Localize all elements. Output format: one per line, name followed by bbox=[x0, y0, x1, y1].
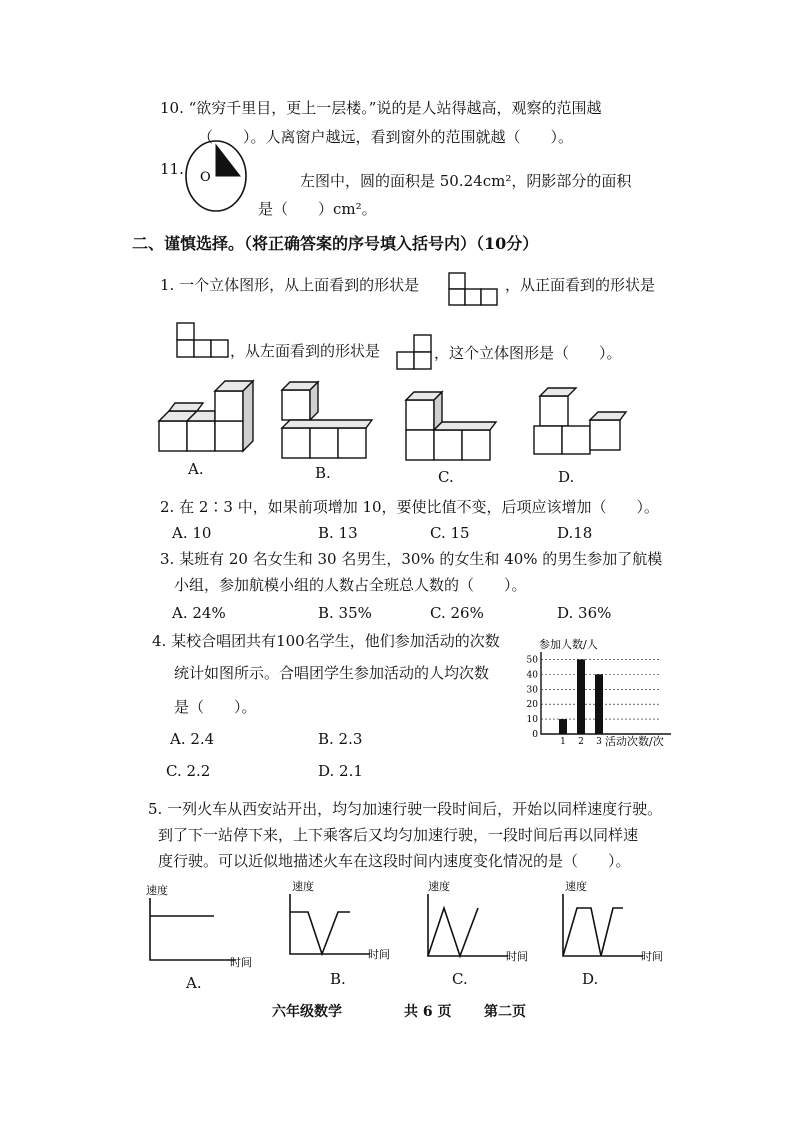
graph-c-xlabel: 时间 bbox=[506, 950, 528, 963]
q1-option-d-label: D. bbox=[558, 468, 575, 486]
q10-line2: （ ）。人离窗户越远，看到窗外的范围就越（ ）。 bbox=[198, 128, 574, 146]
footer-page-number: 第二页 bbox=[484, 1004, 526, 1020]
graph-a-ylabel: 速度 bbox=[146, 884, 168, 897]
footer-subject: 六年级数学 bbox=[272, 1004, 342, 1020]
q3-line2: 小组，参加航模小组的人数占全班总人数的（ ）。 bbox=[174, 576, 527, 594]
q3-option-b: B. 35% bbox=[318, 604, 372, 622]
q11-center-label: O bbox=[200, 170, 211, 185]
q1-option-c-label: C. bbox=[438, 468, 454, 486]
q5-option-b: B. bbox=[330, 970, 346, 988]
y-tick-label-30: 30 bbox=[526, 685, 538, 696]
q11-circle-figure bbox=[185, 140, 247, 212]
chart-bars bbox=[559, 659, 603, 734]
q5-option-c: C. bbox=[452, 970, 468, 988]
q1-top-view-icon bbox=[448, 272, 502, 308]
q4-option-c: C. 2.2 bbox=[166, 762, 211, 780]
q5-option-a: A. bbox=[186, 974, 202, 992]
q3-option-d: D. 36% bbox=[557, 604, 612, 622]
x-tick-label-2: 2 bbox=[578, 737, 584, 747]
q4-option-b: B. 2.3 bbox=[318, 730, 363, 748]
q2-option-b: B. 13 bbox=[318, 524, 358, 542]
chart-x-ticks bbox=[560, 737, 602, 747]
y-tick-label-40: 40 bbox=[526, 670, 538, 681]
q1-line1b: ，从正面看到的形状是 bbox=[505, 276, 656, 294]
q5-line3: 度行驶。可以近似地描述火车在这段时间内速度变化情况的是（ ）。 bbox=[158, 852, 631, 870]
bar-1 bbox=[559, 719, 567, 734]
q1-option-d-figure bbox=[530, 388, 630, 464]
graph-d-ylabel: 速度 bbox=[565, 880, 587, 893]
q3-option-c: C. 26% bbox=[430, 604, 484, 622]
q5-graph-a bbox=[140, 880, 260, 975]
graph-c-ylabel: 速度 bbox=[428, 880, 450, 893]
q4-bar-chart bbox=[525, 638, 685, 750]
chart-x-axis-label: 活动次数/次 bbox=[605, 735, 664, 748]
graph-b-ylabel: 速度 bbox=[292, 880, 314, 893]
q11-number: 11. bbox=[160, 160, 184, 178]
q4-option-a: A. 2.4 bbox=[170, 730, 215, 748]
q1-line2a: ，从左面看到的形状是 bbox=[230, 342, 381, 360]
bar-2 bbox=[577, 659, 585, 734]
q4-line3: 是（ ）。 bbox=[174, 698, 257, 716]
q5-line2: 到了下一站停下来，上下乘客后又均匀加速行驶，一段时间后再以同样速 bbox=[158, 826, 639, 844]
section2-title: 二、谨慎选择。（将正确答案的序号填入括号内）（10分） bbox=[132, 234, 539, 253]
q1-line2b: ，这个立体图形是（ ）。 bbox=[434, 344, 622, 362]
q3-line1: 3. 某班有 20 名女生和 30 名男生，30% 的女生和 40% 的男生参加了航模 bbox=[160, 550, 663, 568]
q4-line1: 4. 某校合唱团共有100名学生，他们参加活动的次数 bbox=[152, 632, 500, 650]
q10-line1: 10. “欲穷千里目，更上一层楼。”说的是人站得越高，观察的范围越 bbox=[160, 99, 602, 117]
q2-text: 2. 在 2∶3 中，如果前项增加 10，要使比值不变，后项应该增加（ ）。 bbox=[160, 498, 660, 516]
q5-line1: 5. 一列火车从西安站开出，均匀加速行驶一段时间后，开始以同样速度行驶。 bbox=[148, 800, 663, 818]
q5-option-d: D. bbox=[582, 970, 599, 988]
q1-option-c-figure bbox=[402, 388, 502, 464]
graph-b-xlabel: 时间 bbox=[368, 948, 390, 961]
q4-line2: 统计如图所示。合唱团学生参加活动的人均次数 bbox=[174, 664, 490, 682]
q2-option-d: D.18 bbox=[557, 524, 593, 542]
y-tick-label-0: 0 bbox=[532, 730, 538, 740]
q5-graph-b bbox=[280, 876, 400, 971]
q1-front-view-icon bbox=[176, 322, 230, 360]
chart-y-axis-label: 参加人数/人 bbox=[539, 638, 598, 651]
graph-a-xlabel: 时间 bbox=[230, 956, 252, 969]
q3-option-a: A. 24% bbox=[172, 604, 226, 622]
q11-line1: 左图中，圆的面积是 50.24cm²，阴影部分的面积 bbox=[300, 172, 632, 190]
footer-total-pages: 共 6 页 bbox=[404, 1004, 452, 1020]
bar-3 bbox=[595, 674, 603, 734]
x-tick-label-1: 1 bbox=[560, 737, 566, 747]
q11-line2: 是（ ）cm²。 bbox=[258, 200, 377, 218]
q1-option-a-label: A. bbox=[188, 460, 204, 478]
q1-option-a-figure bbox=[155, 385, 265, 465]
q4-option-d: D. 2.1 bbox=[318, 762, 363, 780]
y-tick-label-20: 20 bbox=[526, 700, 538, 711]
q1-left-view-icon bbox=[396, 334, 432, 372]
q2-option-c: C. 15 bbox=[430, 524, 470, 542]
q2-option-a: A. 10 bbox=[172, 524, 212, 542]
x-tick-label-3: 3 bbox=[596, 737, 602, 747]
q5-graph-c bbox=[420, 876, 540, 971]
y-tick-label-50: 50 bbox=[526, 655, 538, 666]
y-tick-label-10: 10 bbox=[526, 715, 538, 726]
q1-line1a: 1. 一个立体图形，从上面看到的形状是 bbox=[160, 276, 420, 294]
q1-option-b-figure bbox=[278, 380, 378, 462]
graph-d-xlabel: 时间 bbox=[641, 950, 663, 963]
chart-y-ticks bbox=[527, 655, 661, 740]
q1-option-b-label: B. bbox=[315, 464, 331, 482]
q5-graph-d bbox=[555, 876, 675, 971]
